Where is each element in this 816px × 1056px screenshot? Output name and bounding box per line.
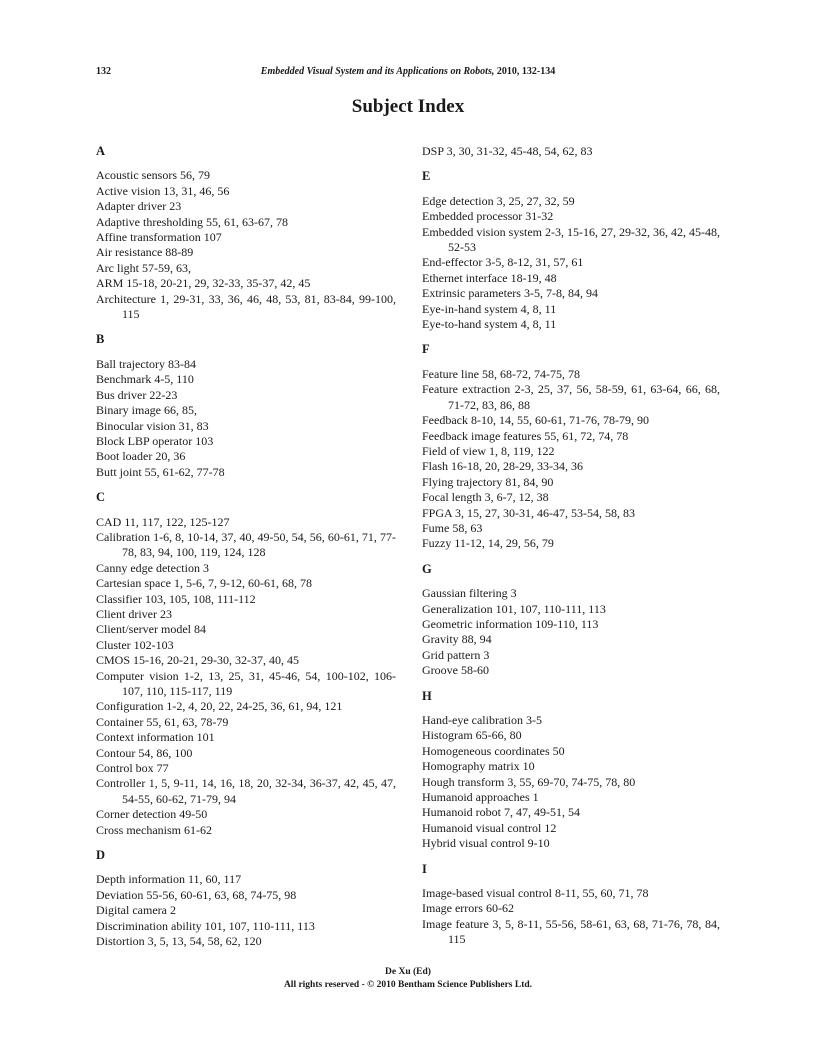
index-entry: Classifier 103, 105, 108, 111-112 [96, 591, 256, 606]
index-entry: Flash 16-18, 20, 28-29, 33-34, 36 [422, 459, 583, 474]
index-entry: Acoustic sensors 56, 79 [96, 168, 210, 183]
index-entry: Butt joint 55, 61-62, 77-78 [96, 464, 225, 479]
index-column-right [422, 144, 720, 958]
index-entry: Hand-eye calibration 3-5 [422, 713, 542, 727]
index-section-i [422, 862, 720, 948]
index-entry: Ball trajectory 83-84 [96, 356, 196, 371]
index-entry: Eye-to-hand system 4, 8, 11 [422, 317, 557, 332]
index-entry: Corner detection 49-50 [96, 807, 208, 822]
index-entry: ARM 15-18, 20-21, 29, 32-33, 35-37, 42, 45 [96, 276, 311, 291]
index-entry: Homogeneous coordinates 50 [422, 743, 565, 758]
index-entry: Groove 58-60 [422, 663, 489, 678]
index-entry: Eye-in-hand system 4, 8, 11 [422, 301, 557, 316]
index-entry: Gaussian filtering 3 [422, 586, 517, 601]
index-entry: Air resistance 88-89 [96, 245, 194, 260]
index-entry: Humanoid visual control 12 [422, 820, 557, 835]
index-entry: Hough transform 3, 55, 69-70, 74-75, 78, 80 [422, 774, 636, 789]
section-letter: A [96, 144, 106, 158]
index-entry: Bus driver 22-23 [96, 387, 178, 402]
index-section-continued [422, 144, 720, 159]
index-entry: Cluster 102-103 [96, 637, 174, 652]
index-section-f [422, 342, 720, 551]
index-entry: Benchmark 4-5, 110 [96, 372, 194, 387]
index-column-left [96, 144, 396, 960]
index-entry: FPGA 3, 15, 27, 30-31, 46-47, 53-54, 58, 83 [422, 505, 636, 520]
index-entry: Feedback image features 55, 61, 72, 74, 78 [422, 428, 629, 443]
index-entry: Configuration 1-2, 4, 20, 22, 24-25, 36, 61, 94, 121 [96, 699, 343, 714]
index-entry: Arc light 57-59, 63, [96, 260, 191, 275]
index-entry: Field of view 1, 8, 119, 122 [422, 443, 555, 458]
index-section-a [96, 144, 396, 322]
index-section-b [96, 332, 396, 480]
index-entry: Image feature 3, 5, 8-11, 55-56, 58-61, 63, 68, 71-76, 78, 84, 115 [422, 916, 720, 947]
index-entry: Humanoid approaches 1 [422, 790, 539, 805]
index-entry: Fume 58, 63 [422, 520, 483, 535]
index-entry: Controller 1, 5, 9-11, 14, 16, 18, 20, 32-34, 36-37, 42, 45, 47, 54-55, 60-62, 71-79, 94 [96, 776, 396, 806]
index-entry: Fuzzy 11-12, 14, 29, 56, 79 [422, 536, 554, 551]
index-entry: Hybrid visual control 9-10 [422, 836, 550, 851]
index-entry: Control box 77 [96, 761, 169, 776]
section-letter: B [96, 332, 105, 347]
index-entry: Edge detection 3, 25, 27, 32, 59 [422, 193, 575, 208]
section-letter: C [96, 490, 106, 505]
index-entry: Image-based visual control 8-11, 55, 60, 71, 78 [422, 886, 649, 901]
index-entry: CAD 11, 117, 122, 125-127 [96, 514, 230, 529]
index-entry: Gravity 88, 94 [422, 632, 492, 647]
index-entry: Adaptive thresholding 55, 61, 63-67, 78 [96, 214, 288, 229]
index-entry: Client driver 23 [96, 606, 172, 621]
index-entry: Container 55, 61, 63, 78-79 [96, 714, 229, 729]
page-footer [0, 966, 816, 992]
section-letter: I [422, 861, 427, 876]
index-entry: Boot loader 20, 36 [96, 449, 186, 464]
index-entry: Client/server model 84 [96, 622, 206, 637]
index-entry: Distortion 3, 5, 13, 54, 58, 62, 120 [96, 934, 262, 949]
index-entry: Image errors 60-62 [422, 901, 514, 916]
index-section-h [422, 689, 720, 852]
index-entry: Cartesian space 1, 5-6, 7, 9-12, 60-61, 68, 78 [96, 576, 312, 591]
journal-year-pages: 2010, 132-134 [494, 66, 556, 77]
index-entry: Block LBP operator 103 [96, 433, 214, 448]
index-entry: Flying trajectory 81, 84, 90 [422, 474, 554, 489]
running-header [96, 66, 720, 82]
index-entry: DSP 3, 30, 31-32, 45-48, 54, 62, 83 [422, 144, 593, 158]
index-entry: Feature extraction 2-3, 25, 37, 56, 58-59, 61, 63-64, 66, 68, 71-72, 83, 86, 88 [422, 382, 720, 412]
journal-title: Embedded Visual System and its Applications on Robots, [260, 66, 495, 77]
section-letter: D [96, 848, 106, 863]
page-number: 132 [96, 66, 111, 77]
section-letter: E [422, 169, 431, 184]
footer-copyright: All rights reserved - © 2010 Bentham Science Publishers Ltd. [283, 980, 533, 990]
index-entry: Calibration 1-6, 8, 10-14, 37, 40, 49-50, 54, 56, 60-61, 71, 77-78, 83, 94, 100, 119, 124, 128 [96, 529, 396, 560]
section-letter: H [422, 688, 432, 703]
index-entry: Cross mechanism 61-62 [96, 822, 212, 837]
index-entry: Feedback 8-10, 14, 55, 60-61, 71-76, 78-79, 90 [422, 413, 649, 428]
index-entry: Depth information 11, 60, 117 [96, 872, 242, 887]
section-letter: F [422, 342, 430, 357]
index-entry: Embedded processor 31-32 [422, 209, 554, 224]
index-entry: Contour 54, 86, 100 [96, 745, 193, 760]
index-entry: Focal length 3, 6-7, 12, 38 [422, 490, 549, 505]
index-entry: Affine transformation 107 [96, 230, 222, 245]
index-entry: Homography matrix 10 [422, 759, 535, 774]
index-entry: Extrinsic parameters 3-5, 7-8, 84, 94 [422, 286, 598, 301]
journal-citation [96, 66, 720, 77]
index-entry: Histogram 65-66, 80 [422, 728, 522, 743]
index-entry: Embedded vision system 2-3, 15-16, 27, 29-32, 36, 42, 45-48, 52-53 [422, 224, 720, 255]
index-entry: End-effector 3-5, 8-12, 31, 57, 61 [422, 255, 584, 270]
index-entry: Humanoid robot 7, 47, 49-51, 54 [422, 805, 580, 820]
index-entry: Geometric information 109-110, 113 [422, 616, 599, 631]
index-entry: Digital camera 2 [96, 903, 176, 918]
footer-editor: De Xu (Ed) [385, 967, 431, 977]
section-letter: G [422, 561, 432, 576]
index-section-e [422, 169, 720, 332]
index-entry: CMOS 15-16, 20-21, 29-30, 32-37, 40, 45 [96, 653, 299, 668]
index-entry: Adapter driver 23 [96, 199, 182, 214]
index-entry: Active vision 13, 31, 46, 56 [96, 183, 230, 198]
index-section-d [96, 848, 396, 949]
index-entry: Ethernet interface 18-19, 48 [422, 270, 557, 285]
page-title: Subject Index [351, 96, 465, 117]
index-entry: Architecture 1, 29-31, 33, 36, 46, 48, 53, 81, 83-84, 99-100, 115 [96, 291, 396, 322]
index-entry: Deviation 55-56, 60-61, 63, 68, 74-75, 98 [96, 887, 297, 902]
index-section-g [422, 562, 720, 679]
index-section-c [96, 490, 396, 838]
index-entry: Feature line 58, 68-72, 74-75, 78 [422, 366, 580, 381]
index-entry: Grid pattern 3 [422, 647, 490, 662]
index-entry: Generalization 101, 107, 110-111, 113 [422, 601, 606, 616]
index-entry: Canny edge detection 3 [96, 560, 209, 575]
index-entry: Discrimination ability 101, 107, 110-111, 113 [96, 918, 315, 933]
index-entry: Context information 101 [96, 730, 215, 745]
index-entry: Binocular vision 31, 83 [96, 418, 209, 433]
index-entry: Binary image 66, 85, [96, 403, 197, 418]
index-entry: Computer vision 1-2, 13, 25, 31, 45-46, 54, 100-102, 106-107, 110, 115-117, 119 [96, 668, 396, 698]
